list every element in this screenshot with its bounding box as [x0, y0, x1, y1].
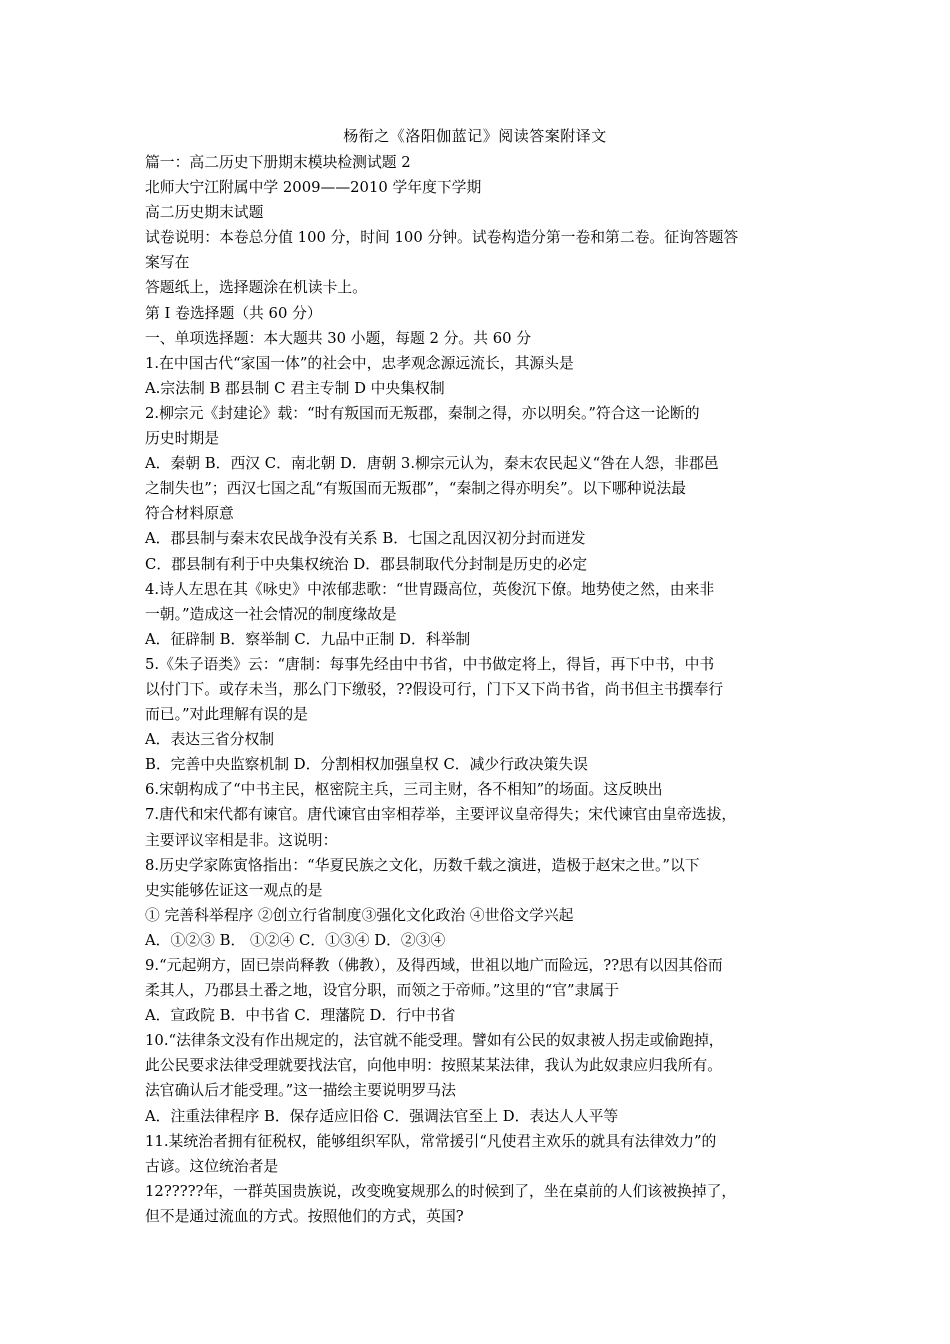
document-line: 试卷说明：本卷总分值 100 分，时间 100 分钟。试卷构造分第一卷和第二卷。征询答题答 [145, 229, 739, 247]
document-line: 历史时期是 [145, 430, 219, 448]
document-line: A．①②③ B． ①②④ C．①③④ D．②③④ [145, 931, 446, 949]
document-line: 篇一：高二历史下册期末模块检测试题 2 [145, 154, 411, 171]
document-line: 史实能够佐证这一观点的是 [145, 881, 323, 899]
document-line: 但不是通过流血的方式。按照他们的方式，英国? [145, 1207, 464, 1225]
document-line: 柔其人，乃郡县土番之地，设官分职，而领之于帝师。”这里的“官”隶属于 [145, 982, 619, 1000]
document-title: 杨衔之《洛阳伽蓝记》阅读答案附译文 [343, 127, 607, 145]
document-line: 而已。”对此理解有误的是 [145, 706, 308, 724]
document-line: 7.唐代和宋代都有谏官。唐代谏官由宰相荐举，主要评议皇帝得失；宋代谏官由皇帝选拔， [145, 806, 737, 824]
document-line: ① 完善科举程序 ②创立行省制度③强化文化政治 ④世俗文学兴起 [145, 906, 574, 924]
document-line: 4.诗人左思在其《咏史》中浓郁悲歌：“世胄蹑高位，英俊沉下僚。地势使之然，由来非 [145, 580, 715, 598]
document-line: 一朝。”造成这一社会情况的制度缘故是 [145, 605, 397, 623]
document-line: 案写在 [145, 254, 190, 272]
document-line: B．完善中央监察机制 D．分割相权加强皇权 C．减少行政决策失误 [145, 756, 588, 774]
document-line: A．征辟制 B．察举制 C．九品中正制 D．科举制 [145, 630, 471, 648]
document-line: 主要评议宰相是非。这说明： [145, 831, 338, 849]
document-line: 高二历史期末试题 [145, 204, 264, 222]
document-line: 第 Ⅰ 卷选择题（共 60 分） [145, 304, 322, 322]
document-line: 11.某统治者拥有征税权，能够组织军队，常常援引“凡使君主欢乐的就具有法律效力”的 [145, 1132, 717, 1150]
document-line: A.宗法制 B 郡县制 C 君主专制 D 中央集权制 [145, 379, 445, 397]
document-line: A．宣政院 B．中书省 C．理藩院 D．行中书省 [145, 1007, 456, 1025]
document-line: 答题纸上，选择题涂在机读卡上。 [145, 279, 367, 297]
document-line: 之制失也”；西汉七国之乱“有叛国而无叛郡”，“秦制之得亦明矣”。以下哪种说法最 [145, 480, 686, 498]
document-line: 9.“元起朔方，固已崇尚释教（佛教），及得西域，世祖以地广而险远，??思有以因其俗而 [145, 957, 723, 974]
document-line: 法官确认后才能受理。”这一描绘主要说明罗马法 [145, 1082, 456, 1100]
document-line: 以付门下。或存未当，那么门下缴驳，??假设可行，门下又下尚书省，尚书但主书撰奉行 [145, 680, 724, 698]
document-line: 1.在中国古代“家国一体”的社会中，忠孝观念源远流长，其源头是 [145, 354, 574, 372]
document-line: 一、单项选择题：本大题共 30 小题，每题 2 分。共 60 分 [145, 329, 532, 347]
document-line: A．郡县制与秦末农民战争没有关系 B．七国之乱因汉初分封而迸发 [145, 530, 586, 548]
document-line: C．郡县制有利于中央集权统治 D．郡县制取代分封制是历史的必定 [145, 555, 588, 573]
document-line: 12?????年，一群英国贵族说，改变晚宴规那么的时候到了，坐在桌前的人们该被换掉了， [145, 1182, 737, 1200]
document-line: 古谚。这位统治者是 [145, 1157, 279, 1175]
document-line: 5.《朱子语类》云：“唐制：每事先经由中书省，中书做定将上，得旨，再下中书，中书 [145, 655, 715, 673]
document-line: A．表达三省分权制 [145, 731, 275, 749]
document-line: 8.历史学家陈寅恪指出：“华夏民族之文化，历数千载之演进，造极于赵宋之世。”以下 [145, 856, 700, 874]
document-line: 10.“法律条文没有作出规定的，法官就不能受理。譬如有公民的奴隶被人拐走或偷跑掉， [145, 1032, 724, 1050]
document-line: A．注重法律程序 B．保存适应旧俗 C．强调法官至上 D．表达人人平等 [145, 1107, 619, 1125]
document-line: A．秦朝 B．西汉 C．南北朝 D．唐朝 3.柳宗元认为，秦末农民起义“咎在人怨，非郡邑 [145, 455, 719, 473]
document-line: 此公民要求法律受理就要找法官，向他申明：按照某某法律，我认为此奴隶应归我所有。 [145, 1057, 723, 1075]
document-line: 6.宋朝构成了“中书主民，枢密院主兵，三司主财，各不相知”的场面。这反映出 [145, 781, 663, 799]
document-body [145, 150, 817, 1229]
document-line: 北师大宁江附属中学 2009——2010 学年度下学期 [145, 179, 482, 197]
document-line: 符合材料原意 [145, 505, 234, 523]
document-line: 2.柳宗元《封建论》载：“时有叛国而无叛郡，秦制之得，亦以明矣。”符合这一论断的 [145, 404, 700, 422]
